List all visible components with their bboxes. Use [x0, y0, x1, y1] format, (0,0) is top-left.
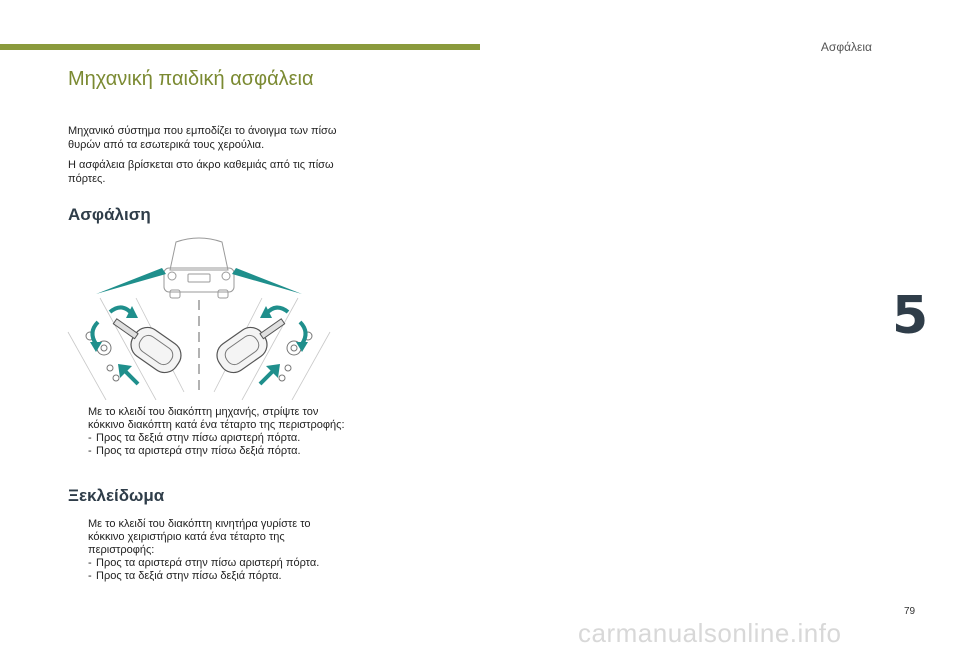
locking-heading: Ασφάλιση — [68, 205, 151, 224]
list-item: - Προς τα δεξιά στην πίσω αριστερή πόρτα. — [88, 432, 301, 444]
right-view-beam — [232, 268, 302, 294]
locking-instructions — [68, 406, 348, 458]
intro-paragraph-2: Η ασφάλεια βρίσκεται στο άκρο καθεμιάς από τις πίσω πόρτες. — [68, 159, 334, 185]
watermark: carmanualsonline.info — [578, 618, 842, 648]
list-item: - Προς τα δεξιά στην πίσω δεξιά πόρτα. — [88, 570, 282, 582]
section-label: Ασφάλεια — [820, 40, 872, 54]
top-accent-bar — [0, 44, 480, 50]
car-rear-icon — [164, 238, 234, 298]
page-title: Μηχανική παιδική ασφάλεια — [68, 68, 314, 90]
list-item: - Προς τα αριστερά στην πίσω δεξιά πόρτα. — [88, 445, 301, 457]
intro-paragraph-1: Μηχανικό σύστημα που εμποδίζει το άνοιγμα των πίσω θυρών από τα εσωτερικά τους χερούλια. — [68, 125, 337, 151]
list-item: - Προς τα αριστερά στην πίσω αριστερή πόρτα. — [88, 557, 320, 569]
unlocking-lead-text: Με το κλειδί του διακόπτη κινητήρα γυρίστε το κόκκινο χειριστήριο κατά ένα τέταρτο της περιστροφής: — [88, 518, 311, 556]
unlocking-heading: Ξεκλείδωμα — [68, 486, 165, 505]
locking-lead-text: Με το κλειδί του διακόπτη μηχανής, στρίψτε τον κόκκινο διακόπτη κατά ένα τέταρτο της περιστροφής: — [88, 406, 345, 431]
chapter-number: 5 — [892, 286, 929, 346]
page-number: 79 — [904, 606, 916, 617]
left-view-beam — [96, 268, 166, 294]
unlocking-instructions — [68, 518, 348, 583]
child-lock-illustration — [66, 232, 332, 400]
